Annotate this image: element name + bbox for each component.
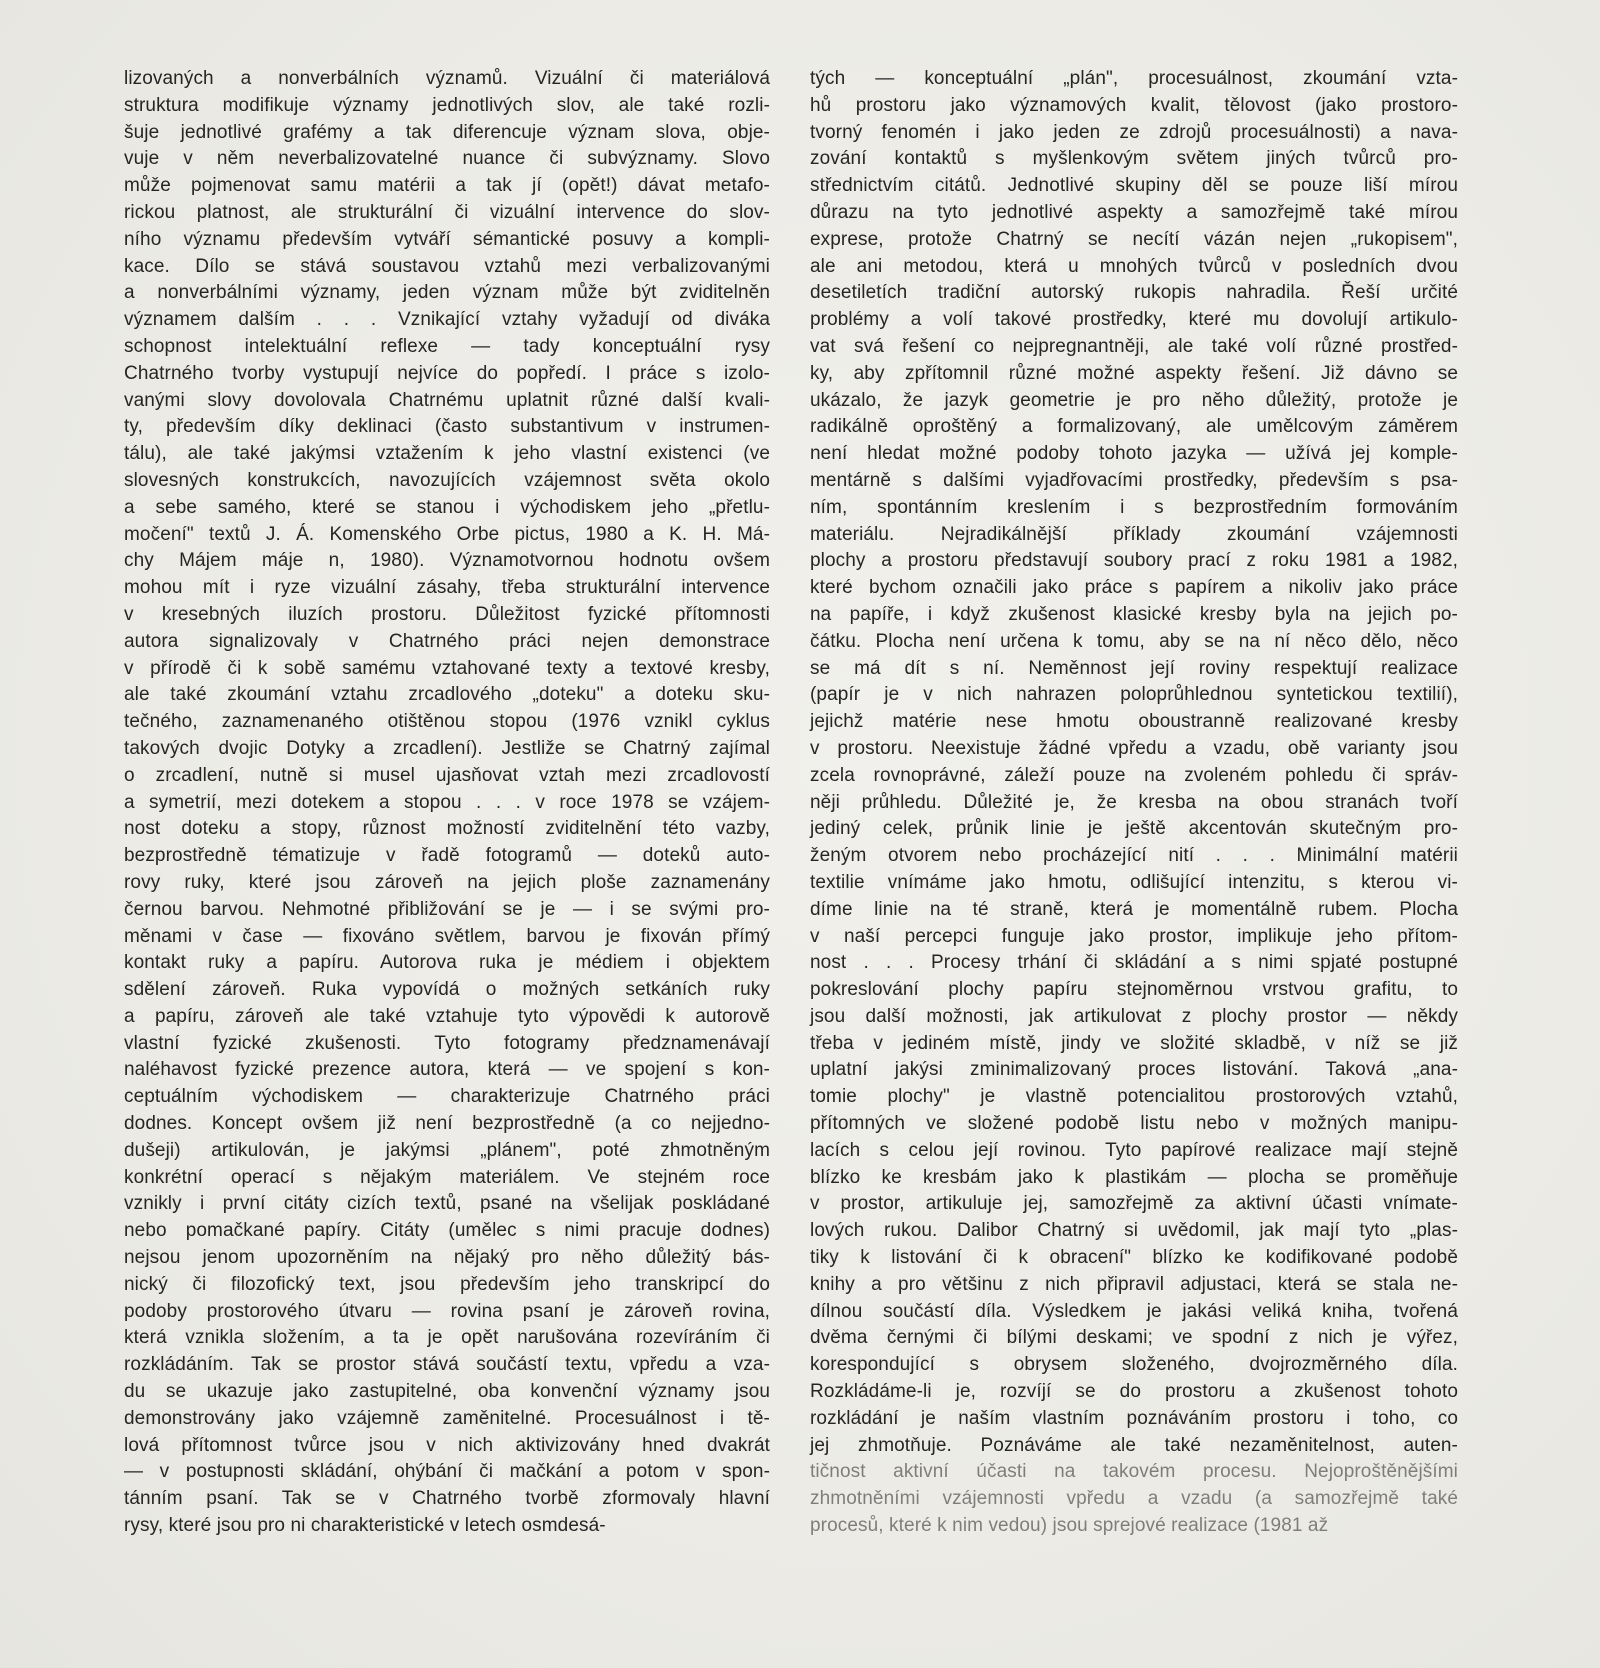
text-line: lových rukou. Dalibor Chatrný si uvědomil, jak mají tyto „plas- xyxy=(810,1220,1458,1242)
text-line: dušeji) artikulován, je jakýmsi „plánem", poté zhmotněným xyxy=(124,1139,770,1161)
text-line: jej zhmotňuje. Poznáváme ale také nezaměnitelnost, auten- xyxy=(810,1434,1458,1456)
text-line: autora signalizovaly v Chatrného práci nejen demonstrace xyxy=(124,630,770,652)
text-line: a nonverbálními významy, jeden význam může být zviditelněn xyxy=(124,282,770,304)
text-line: rickou platnost, ale strukturální či vizuální intervence do slov- xyxy=(124,201,770,223)
text-line: korespondující s obrysem složeného, dvojrozměrného díla. xyxy=(810,1354,1458,1376)
text-line: radikálně oproštěný a formalizovaný, ale umělcovým záměrem xyxy=(810,416,1458,438)
text-line: v prostoru. Neexistuje žádné vpředu a vzadu, obě varianty jsou xyxy=(810,737,1458,759)
text-line: nost . . . Procesy trhání či skládání a s nimi spjaté postupné xyxy=(810,952,1458,974)
text-line: čátku. Plocha není určena k tomu, aby se na ní něco dělo, něco xyxy=(810,630,1458,652)
text-line: na papíře, i když zkušenost klasické kresby byla na jejich po- xyxy=(810,603,1458,625)
text-line: Rozkládáme-li je, rozvíjí se do prostoru a zkušenost tohoto xyxy=(810,1381,1458,1403)
text-line: v prostor, artikuluje jej, samozřejmě za aktivní účasti vnímate- xyxy=(810,1193,1458,1215)
text-line: nost doteku a stopy, různost možností zviditelnění této vazby, xyxy=(124,818,770,840)
text-line: vuje v něm neverbalizovatelné nuance či subvýznamy. Slovo xyxy=(124,148,770,170)
text-line: nický či filozofický text, jsou především jeho transkripcí do xyxy=(124,1273,770,1295)
text-line: šuje jednotlivé grafémy a tak diferencuje význam slova, obje- xyxy=(124,121,770,143)
text-line: vanými slovy dovolovala Chatrnému uplatnit různé další kvali- xyxy=(124,389,770,411)
text-line: pokreslování plochy papíru stejnoměrnou vrstvou grafitu, to xyxy=(810,979,1458,1001)
text-line: struktura modifikuje významy jednotlivých slov, ale také rozli- xyxy=(124,94,770,116)
text-line: kontakt ruky a papíru. Autorova ruka je médiem i objektem xyxy=(124,952,770,974)
text-line: schopnost intelektuální reflexe — tady konceptuální rysy xyxy=(124,335,770,357)
text-line: dílnou součástí díla. Výsledkem je jakási veliká kniha, tvořená xyxy=(810,1300,1458,1322)
text-line: mohou mít i ryze vizuální zásahy, třeba strukturální intervence xyxy=(124,577,770,599)
text-line: ženým otvorem nebo procházející nití . . . Minimální matérii xyxy=(810,845,1458,867)
text-line: měnami v čase — fixováno světlem, barvou je fixován přímý xyxy=(124,925,770,947)
text-line: vlastní fyzické zkušenosti. Tyto fotogramy předznamenávají xyxy=(124,1032,770,1054)
text-line: která vznikla složením, a ta je opět narušována rozevíráním či xyxy=(124,1327,770,1349)
text-line: naléhavost fyzické prezence autora, která — ve spojení s kon- xyxy=(124,1059,770,1081)
text-line: se má dít s ní. Neměnnost její roviny respektují realizace xyxy=(810,657,1458,679)
text-line: chy Májem máje n, 1980). Významotvornou hodnotu ovšem xyxy=(124,550,770,572)
text-line: konkrétní operací s nějakým materiálem. Ve stejném roce xyxy=(124,1166,770,1188)
text-line: (papír je v nich nahrazen poloprůhlednou syntetickou textilií), xyxy=(810,684,1458,706)
text-line: bezprostředně tématizuje v řadě fotogramů — doteků auto- xyxy=(124,845,770,867)
text-line: a papíru, zároveň ale také vztahuje tyto výpovědi k autorově xyxy=(124,1005,770,1027)
text-line: desetiletích tradiční autorský rukopis nahradila. Řeší určité xyxy=(810,282,1458,304)
text-line: není hledat možné podoby tohoto jazyka — užívá jej komple- xyxy=(810,443,1458,465)
text-line: močení" textů J. Á. Komenského Orbe pictus, 1980 a K. H. Má- xyxy=(124,523,770,545)
text-line: ale ani metodou, která u mnohých tvůrců v posledních dvou xyxy=(810,255,1458,277)
text-line: ního významu především vytváří sémantické posuvy a kompli- xyxy=(124,228,770,250)
right-text-column xyxy=(810,66,1458,1540)
text-line: v kresebných iluzích prostoru. Důležitost fyzické přítomnosti xyxy=(124,603,770,625)
left-text-column xyxy=(124,66,770,1540)
text-line: přítomných ve složené podobě listu nebo v možných manipu- xyxy=(810,1113,1458,1135)
text-line: textilie vnímáme jako hmotu, odlišující intenzitu, s kterou vi- xyxy=(810,871,1458,893)
text-line: mentárně s dalšími vyjadřovacími prostředky, především s psa- xyxy=(810,469,1458,491)
text-line: vznikly i první citáty cizích textů, psané na všelijak poskládané xyxy=(124,1193,770,1215)
text-line: rozkládání je naším vlastním poznáváním prostoru i toho, co xyxy=(810,1407,1458,1429)
text-line: tvorný fenomén i jako jeden ze zdrojů procesuálnosti) a nava- xyxy=(810,121,1458,143)
text-line: plochy a prostoru představují soubory prací z roku 1981 a 1982, xyxy=(810,550,1458,572)
text-line: knihy a pro většinu z nich připravil adjustaci, která se stala ne- xyxy=(810,1273,1458,1295)
text-line: — v postupnosti skládání, ohýbání či mačkání a potom v spon- xyxy=(124,1461,770,1483)
text-line: problémy a volí takové prostředky, které mu dovolují artikulo- xyxy=(810,309,1458,331)
text-line: a sebe samého, které se stanou i východiskem jeho „přetlu- xyxy=(124,496,770,518)
text-line: něji průhledu. Důležité je, že kresba na obou stranách tvoří xyxy=(810,791,1458,813)
text-line: zování kontaktů s myšlenkovým světem jiných tvůrců pro- xyxy=(810,148,1458,170)
text-line: kace. Dílo se stává soustavou vztahů mezi verbalizovanými xyxy=(124,255,770,277)
text-line: které bychom označili jako práce s papírem a nikoliv jako práce xyxy=(810,577,1458,599)
text-line: střednictvím citátů. Jednotlivé skupiny děl se pouze liší mírou xyxy=(810,175,1458,197)
text-line: ky, aby zpřítomnil různé možné aspekty řešení. Již dávno se xyxy=(810,362,1458,384)
text-line: slovesných konstrukcích, navozujících vzájemnost světa okolo xyxy=(124,469,770,491)
text-line: ty, především díky deklinaci (často substantivum v instrumen- xyxy=(124,416,770,438)
text-line: takových dvojic Dotyky a zrcadlení). Jestliže se Chatrný zajímal xyxy=(124,737,770,759)
text-line: dodnes. Koncept ovšem již není bezprostředně (a co nejjedno- xyxy=(124,1113,770,1135)
text-line: díme linie na té straně, která je momentálně rubem. Plocha xyxy=(810,898,1458,920)
text-line: ukázalo, že jazyk geometrie je pro něho důležitý, protože je xyxy=(810,389,1458,411)
text-line: lizovaných a nonverbálních významů. Vizuální či materiálová xyxy=(124,68,770,89)
text-line: materiálu. Nejradikálnější příklady zkoumání vzájemnosti xyxy=(810,523,1458,545)
text-line: tičnost aktivní účasti na takovém procesu. Nejoproštěnějšími xyxy=(810,1461,1458,1483)
text-line: tánním psaní. Tak se v Chatrného tvorbě zformovaly hlavní xyxy=(124,1488,770,1510)
text-line: třeba v jediném místě, jindy ve složité skladbě, v níž se již xyxy=(810,1032,1458,1054)
text-line: zhmotněními vzájemnosti vpředu a vzadu (a samozřejmě také xyxy=(810,1488,1458,1510)
text-line: rozkládáním. Tak se prostor stává součástí textu, vpředu a vza- xyxy=(124,1354,770,1376)
text-line: nebo pomačkané papíry. Citáty (umělec s nimi pracuje dodnes) xyxy=(124,1220,770,1242)
text-line: nejsou jenom upozorněním na nějaký pro něho důležitý bás- xyxy=(124,1247,770,1269)
text-line: o zrcadlení, nutně si musel ujasňovat vztah mezi zrcadlovostí xyxy=(124,764,770,786)
text-line: ním, spontánním kreslením i s bezprostředním formováním xyxy=(810,496,1458,518)
text-line: lacích s celou její rovinou. Tyto papírové realizace mají stejně xyxy=(810,1139,1458,1161)
text-line: v přírodě či k sobě samému vztahované texty a textové kresby, xyxy=(124,657,770,679)
text-line: dvěma černými či bílými deskami; ve spodní z nich je výřez, xyxy=(810,1327,1458,1349)
text-line: v naší percepci funguje jako prostor, implikuje jeho přítom- xyxy=(810,925,1458,947)
text-line: blízko ke kresbám jako k plastikám — plocha se proměňuje xyxy=(810,1166,1458,1188)
text-line: může pojmenovat samu matérii a tak jí (opět!) dávat metafo- xyxy=(124,175,770,197)
text-line: tých — konceptuální „plán", procesuálnost, zkoumání vzta- xyxy=(810,68,1458,89)
text-line: důrazu na tyto jednotlivé aspekty a samozřejmě také mírou xyxy=(810,201,1458,223)
text-line: Chatrného tvorby vystupují nejvíce do popředí. I práce s izolo- xyxy=(124,362,770,384)
text-line: procesů, které k nim vedou) jsou sprejové realizace (1981 až xyxy=(810,1515,1329,1537)
text-line: rovy ruky, které jsou zároveň na jejich ploše zaznamenány xyxy=(124,871,770,893)
text-line: du se ukazuje jako zastupitelné, oba konvenční významy jsou xyxy=(124,1381,770,1403)
text-line: jediný celek, průnik linie je ještě akcentován skutečným pro- xyxy=(810,818,1458,840)
text-line: a symetrií, mezi dotekem a stopou . . . v roce 1978 se vzájem- xyxy=(124,791,770,813)
text-line: tomie plochy" je vlastně potencialitou prostorových vztahů, xyxy=(810,1086,1458,1108)
text-line: ceptuálním východiskem — charakterizuje Chatrného práci xyxy=(124,1086,770,1108)
text-line: významem dalším . . . Vznikající vztahy vyžadují od diváka xyxy=(124,309,770,331)
text-line: demonstrovány jako vzájemně zaměnitelné. Procesuálnost i tě- xyxy=(124,1407,770,1429)
text-line: exprese, protože Chatrný se necítí vázán nejen „rukopisem", xyxy=(810,228,1458,250)
text-line: jsou další možnosti, jak artikulovat z plochy prostor — někdy xyxy=(810,1005,1458,1027)
text-line: podoby prostorového útvaru — rovina psaní je zároveň rovina, xyxy=(124,1300,770,1322)
text-line: tiky k listování či k obracení" blízko ke kodifikované podobě xyxy=(810,1247,1458,1269)
text-line: uplatní jakýsi zminimalizovaný proces listování. Taková „ana- xyxy=(810,1059,1458,1081)
text-line: vat svá řešení co nejpregnantněji, ale také volí různé prostřed- xyxy=(810,335,1458,357)
text-line: ale také zkoumání vztahu zrcadlového „doteku" a doteku sku- xyxy=(124,684,770,706)
text-line: tečného, zaznamenaného otištěnou stopou (1976 vznikl cyklus xyxy=(124,711,770,733)
text-line: lová přítomnost tvůrce jsou v nich aktivizovány hned dvakrát xyxy=(124,1434,770,1456)
text-line: tálu), ale také jakýmsi vztažením k jeho vlastní existenci (ve xyxy=(124,443,770,465)
text-line: hů prostoru jako významových kvalit, tělovost (jako prostoro- xyxy=(810,94,1458,116)
text-line: sdělení zároveň. Ruka vypovídá o možných setkáních ruky xyxy=(124,979,770,1001)
text-line: jejichž matérie nese hmotu oboustranně realizované kresby xyxy=(810,711,1458,733)
text-line: rysy, které jsou pro ni charakteristické v letech osmdesá- xyxy=(124,1515,606,1537)
text-line: zcela rovnoprávné, záleží pouze na zvoleném pohledu či správ- xyxy=(810,764,1458,786)
text-line: černou barvou. Nehmotné přibližování se je — i se svými pro- xyxy=(124,898,770,920)
